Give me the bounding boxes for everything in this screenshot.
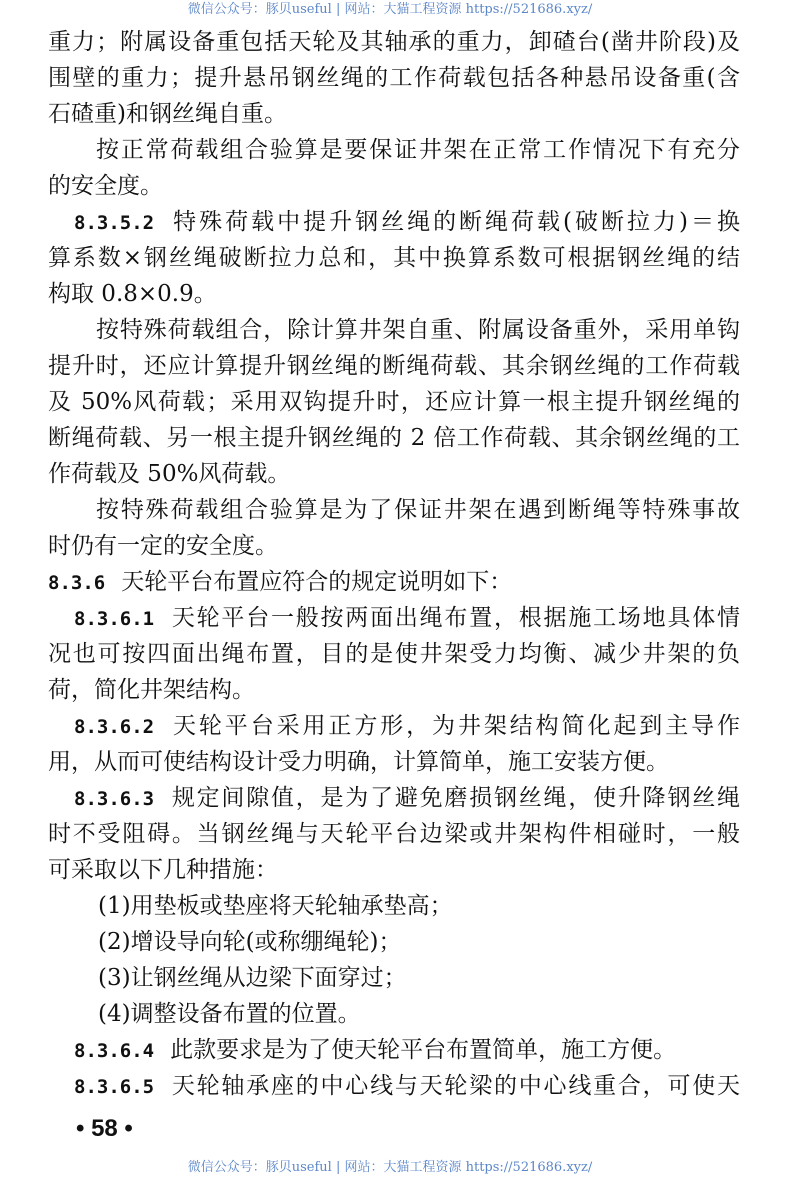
text-line: 算系数×钢丝绳破断拉力总和，其中换算系数可根据钢丝绳的结 bbox=[48, 245, 740, 271]
clause-number: 8.3.6 bbox=[48, 572, 106, 594]
text-line: 可采取以下几种措施： bbox=[48, 857, 278, 883]
watermark-bottom: 微信公众号：豚贝useful | 网站：大猫工程资源 https://521686.xyz/ bbox=[187, 1160, 593, 1175]
text-line: 用，从而可使结构设计受力明确，计算简单，施工安装方便。 bbox=[48, 749, 669, 775]
text-line: 时不受阻碍。当钢丝绳与天轮平台边梁或井架构件相碰时，一般 bbox=[48, 821, 740, 847]
text-line: 荷，简化井架结构。 bbox=[48, 677, 255, 703]
text-line: 提升时，还应计算提升钢丝绳的断绳荷载、其余钢丝绳的工作荷载 bbox=[48, 353, 740, 379]
list-item: (1)用垫板或垫座将天轮轴承垫高； bbox=[98, 893, 453, 919]
clause-heading: 8.3.6.5 天轮轴承座的中心线与天轮梁的中心线重合，可使天 bbox=[74, 1073, 740, 1099]
text-line: 的安全度。 bbox=[48, 173, 163, 199]
clause-heading: 8.3.6.4 此款要求是为了使天轮平台布置简单，施工方便。 bbox=[74, 1037, 677, 1063]
clause-number: 8.3.6.4 bbox=[74, 1040, 155, 1062]
text-line: 按特殊荷载组合，除计算井架自重、附属设备重外，采用单钩 bbox=[96, 317, 740, 343]
text-line: 按正常荷载组合验算是要保证井架在正常工作情况下有充分 bbox=[96, 137, 740, 163]
clause-heading: 8.3.6.1 天轮平台一般按两面出绳布置，根据施工场地具体情 bbox=[74, 605, 740, 631]
page-number: • 58 • bbox=[76, 1115, 133, 1142]
text-line: 及 50%风荷载；采用双钩提升时，还应计算一根主提升钢丝绳的 bbox=[48, 389, 740, 415]
clause-number: 8.3.6.3 bbox=[74, 788, 155, 810]
text-line: 况也可按四面出绳布置，目的是使井架受力均衡、减少井架的负 bbox=[48, 641, 740, 667]
text-line: 时仍有一定的安全度。 bbox=[48, 533, 278, 559]
clause-heading: 8.3.5.2 特殊荷载中提升钢丝绳的断绳荷载(破断拉力)＝换 bbox=[74, 209, 740, 235]
clause-number: 8.3.6.2 bbox=[74, 716, 155, 738]
clause-number: 8.3.5.2 bbox=[74, 212, 155, 234]
list-item: (3)让钢丝绳从边梁下面穿过； bbox=[98, 965, 407, 991]
clause-number: 8.3.6.5 bbox=[74, 1076, 155, 1098]
text-line: 构取 0.8×0.9。 bbox=[48, 281, 217, 307]
watermark-top: 微信公众号：豚贝useful | 网站：大猫工程资源 https://521686.xyz/ bbox=[187, 2, 593, 17]
list-item: (2)增设导向轮(或称绷绳轮)； bbox=[98, 929, 402, 955]
clause-heading: 8.3.6.3 规定间隙值，是为了避免磨损钢丝绳，使升降钢丝绳 bbox=[74, 785, 740, 811]
text-line: 重力；附属设备重包括天轮及其轴承的重力，卸碴台(凿井阶段)及 bbox=[48, 29, 740, 55]
text-line: 围壁的重力；提升悬吊钢丝绳的工作荷载包括各种悬吊设备重(含 bbox=[48, 65, 740, 91]
document-body bbox=[48, 24, 740, 1104]
list-item: (4)调整设备布置的位置。 bbox=[98, 1001, 361, 1027]
text-line: 石碴重)和钢丝绳自重。 bbox=[48, 101, 287, 127]
clause-number: 8.3.6.1 bbox=[74, 608, 155, 630]
section-heading: 8.3.6 天轮平台布置应符合的规定说明如下： bbox=[48, 569, 513, 595]
clause-heading: 8.3.6.2 天轮平台采用正方形，为井架结构简化起到主导作 bbox=[74, 713, 740, 739]
text-line: 断绳荷载、另一根主提升钢丝绳的 2 倍工作荷载、其余钢丝绳的工 bbox=[48, 425, 740, 451]
text-line: 作荷载及 50%风荷载。 bbox=[48, 461, 291, 487]
text-line: 按特殊荷载组合验算是为了保证井架在遇到断绳等特殊事故 bbox=[96, 497, 740, 523]
